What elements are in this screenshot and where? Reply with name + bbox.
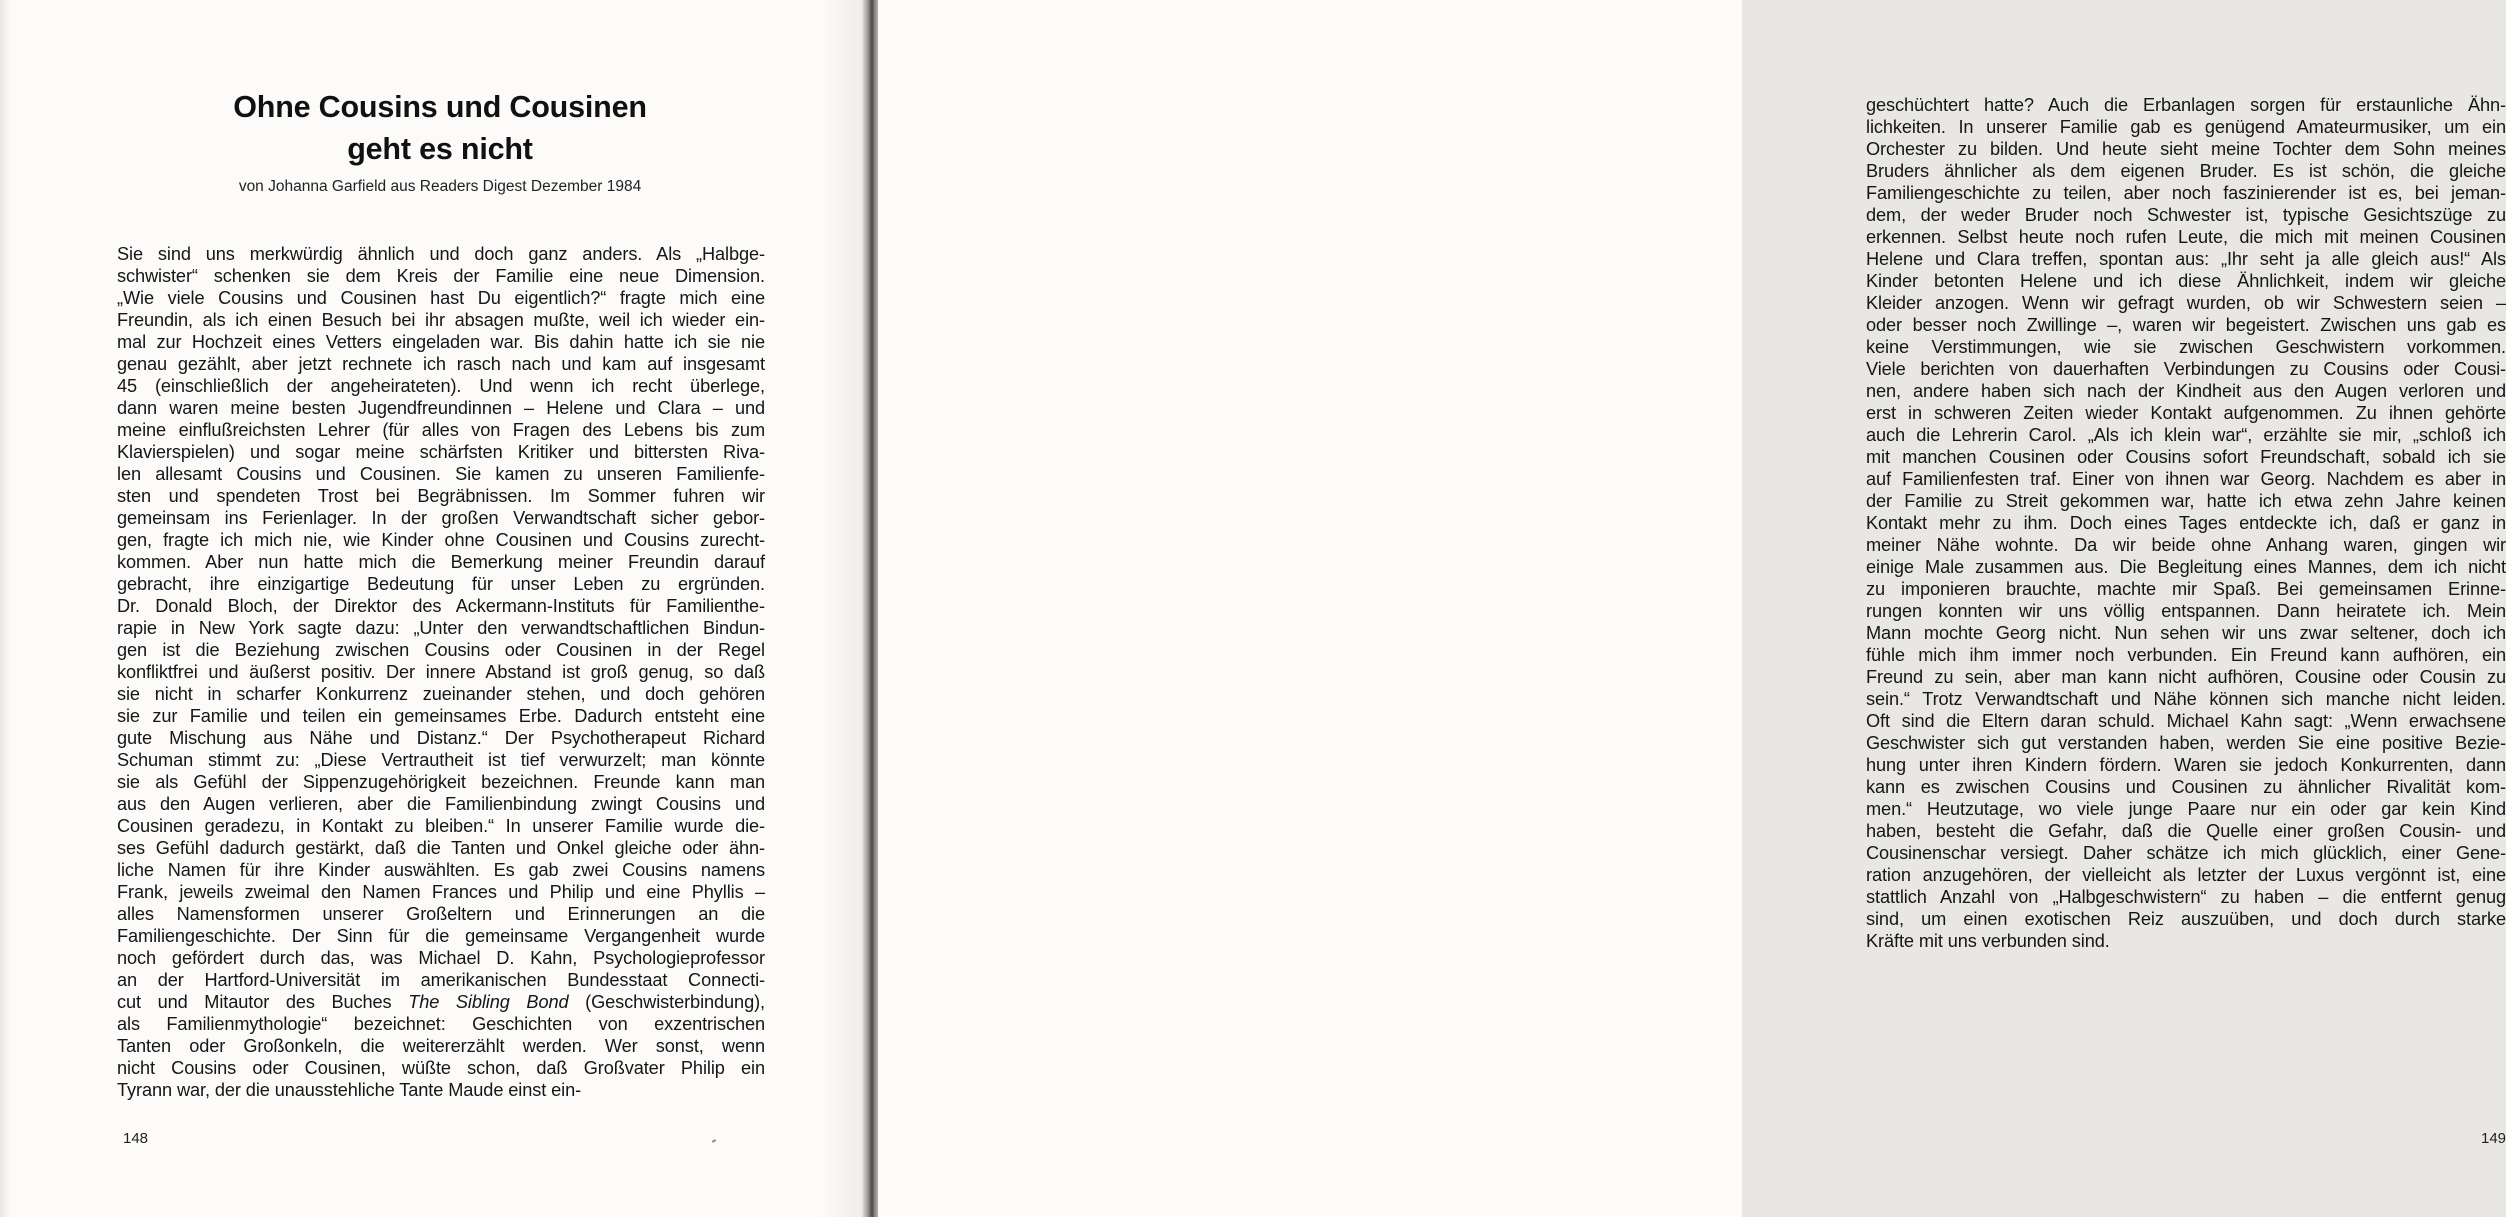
text-line: aus den Augen verlieren, aber die Familienbindung zwingt Cousins und	[117, 794, 765, 814]
book-title-italic: The Sibling Bond	[408, 992, 569, 1012]
right-page	[878, 0, 2506, 1217]
text-line: kommen. Aber nun hatte mich die Bemerkung meiner Freundin darauf	[117, 552, 765, 572]
text-line: lichkeiten. In unserer Familie gab es genügend Amateurmusiker, um ein	[1866, 117, 2506, 137]
text-line: sein.“ Trotz Verwandtschaft und Nähe können sich manche nicht leiden.	[1866, 689, 2506, 709]
text-line: noch gefördert durch das, was Michael D. Kahn, Psychologieprofessor	[117, 948, 765, 968]
text-line: liche Namen für ihre Kinder auswählten. Es gab zwei Cousins namens	[117, 860, 765, 880]
text-line: erst in schweren Zeiten wieder Kontakt aufgenommen. Zu ihnen gehörte	[1866, 403, 2506, 423]
text-line: auch die Lehrerin Carol. „Als ich klein war“, erzählte sie mir, „schloß ich	[1866, 425, 2506, 445]
text-line: Cousinen geradezu, in Kontakt zu bleiben.“ In unserer Familie wurde die-	[117, 816, 765, 836]
paper-speck	[712, 1139, 716, 1143]
text-line: sie als Gefühl der Sippenzugehörigkeit bezeichnen. Freunde kann man	[117, 772, 765, 792]
text-line: ration anzugehören, der vielleicht als letzter der Luxus vergönnt ist, eine	[1866, 865, 2506, 885]
text-line: dann waren meine besten Jugendfreundinnen – Helene und Clara – und	[117, 398, 765, 418]
text-line: stattlich Anzahl von „Halbgeschwistern“ zu haben – die entfernt genug	[1866, 887, 2506, 907]
text-line: Tyrann war, der die unausstehliche Tante Maude einst ein-	[117, 1080, 582, 1100]
text-line: sie nicht in scharfer Konkurrenz zueinander stehen, und doch gehören	[117, 684, 765, 704]
text-line: genau gezählt, aber jetzt rechnete ich rasch nach und kam auf insgesamt	[117, 354, 765, 374]
page-number-left: 148	[123, 1130, 149, 1147]
text-line: gen, fragte ich mich nie, wie Kinder ohne Cousinen und Cousins zurecht-	[117, 530, 765, 550]
text-line: meine einflußreichsten Lehrer (für alles von Fragen des Lebens bis zum	[117, 420, 765, 440]
text-line: gemeinsam ins Ferienlager. In der großen Verwandtschaft sicher gebor-	[117, 508, 765, 528]
text-line: ses Gefühl dadurch gestärkt, daß die Tanten und Onkel gleiche oder ähn-	[117, 838, 765, 858]
text-line: Freundin, als ich einen Besuch bei ihr absagen mußte, weil ich wieder ein-	[117, 310, 765, 330]
text-line: Geschwister sich gut verstanden haben, werden Sie eine positive Bezie-	[1866, 733, 2506, 753]
text-line: Mann mochte Georg nicht. Nun sehen wir uns zwar seltener, doch ich	[1866, 623, 2506, 643]
text-line: als Familienmythologie“ bezeichnet: Geschichten von exzentrischen	[117, 1014, 765, 1034]
text-line: Oft sind die Eltern daran schuld. Michael Kahn sagt: „Wenn erwachsene	[1866, 711, 2506, 731]
text-line: an der Hartford-Universität im amerikanischen Bundesstaat Connecti-	[117, 970, 765, 990]
text-line: mit manchen Cousinen oder Cousins sofort Freundschaft, sobald ich sie	[1866, 447, 2506, 467]
text-line: haben, besteht die Gefahr, daß die Quelle einer großen Cousin- und	[1866, 821, 2506, 841]
text-line: Familiengeschichte. Der Sinn für die gemeinsame Vergangenheit wurde	[117, 926, 765, 946]
text-line: 45 (einschließlich der angeheirateten). Und wenn ich recht überlege,	[117, 376, 765, 396]
text-line: sie zur Familie und teilen ein gemeinsames Erbe. Dadurch entsteht eine	[117, 706, 765, 726]
text-line: Frank, jeweils zweimal den Namen Frances und Philip und eine Phyllis –	[117, 882, 765, 902]
text-line: Kontakt mehr zu ihm. Doch eines Tages entdeckte ich, daß er ganz in	[1866, 513, 2506, 533]
text-line: Dr. Donald Bloch, der Direktor des Ackermann-Instituts für Familienthe-	[117, 596, 765, 616]
text-line: konfliktfrei und äußerst positiv. Der innere Abstand ist groß genug, so daß	[117, 662, 765, 682]
left-body-text	[117, 243, 765, 1101]
text-line: Viele berichten von dauerhaften Verbindungen zu Cousins oder Cousi-	[1866, 359, 2506, 379]
text-line: cut und Mitautor des Buches The Sibling Bond (Geschwisterbindung),	[117, 992, 765, 1012]
text-line: dem, der weder Bruder noch Schwester ist, typische Gesichtszüge zu	[1866, 205, 2506, 225]
text-line: kann es zwischen Cousins und Cousinen zu ähnlicher Rivalität kom-	[1866, 777, 2506, 797]
text-line: „Wie viele Cousins und Cousinen hast Du eigentlich?“ fragte mich eine	[117, 288, 765, 308]
text-line: men.“ Heutzutage, wo viele junge Paare nur ein oder gar kein Kind	[1866, 799, 2506, 819]
right-body-text	[1866, 94, 2506, 952]
text-line: gute Mischung aus Nähe und Distanz.“ Der Psychotherapeut Richard	[117, 728, 765, 748]
text-line: sten und spendeten Trost bei Begräbnissen. Im Sommer fuhren wir	[117, 486, 765, 506]
text-line: Schuman stimmt zu: „Diese Vertrautheit ist tief verwurzelt; man könnte	[117, 750, 765, 770]
text-line: Klavierspielen) und sogar meine schärfsten Kritiker und bittersten Riva-	[117, 442, 765, 462]
page-number-right: 149	[2481, 1130, 2506, 1147]
text-line: sind, um einen exotischen Reiz auszuüben, und doch durch starke	[1866, 909, 2506, 929]
text-line: gebracht, ihre einzigartige Bedeutung für unser Leben zu ergründen.	[117, 574, 765, 594]
text-line: einige Male zusammen aus. Die Begleitung eines Mannes, dem ich nicht	[1866, 557, 2506, 577]
text-line: alles Namensformen unserer Großeltern und Erinnerungen an die	[117, 904, 765, 924]
text-line: Tanten oder Großonkeln, die weitererzählt werden. Wer sonst, wenn	[117, 1036, 765, 1056]
left-page	[0, 0, 868, 1217]
text-line: der Familie zu Streit gekommen war, hatte ich etwa zehn Jahre keinen	[1866, 491, 2506, 511]
text-line: hung unter ihren Kindern fördern. Waren sie jedoch Konkurrenten, dann	[1866, 755, 2506, 775]
text-line: Kinder betonten Helene und ich diese Ähnlichkeit, indem wir gleiche	[1866, 271, 2506, 291]
text-line: Kleider anzogen. Wenn wir gefragt wurden, ob wir Schwestern seien –	[1866, 293, 2506, 313]
article-title-line-2: geht es nicht	[347, 132, 533, 166]
text-line: Sie sind uns merkwürdig ähnlich und doch ganz anders. Als „Halbge-	[117, 244, 765, 264]
text-line: Helene und Clara treffen, spontan aus: „Ihr seht ja alle gleich aus!“ Als	[1866, 249, 2506, 269]
text-line: geschüchtert hatte? Auch die Erbanlagen sorgen für erstaunliche Ähn-	[1866, 95, 2506, 115]
text-line: len allesamt Cousins und Cousinen. Sie kamen zu unseren Familienfe-	[117, 464, 765, 484]
text-line: zu imponieren brauchte, machte mir Spaß. Bei gemeinsamen Erinne-	[1866, 579, 2506, 599]
text-line: oder besser noch Zwillinge –, waren wir begeistert. Zwischen uns gab es	[1866, 315, 2506, 335]
text-line: rungen konnten wir uns völlig entspannen. Dann heiratete ich. Mein	[1866, 601, 2506, 621]
text-line: fühle mich ihm immer noch verbunden. Ein Freund kann aufhören, ein	[1866, 645, 2506, 665]
text-line: rapie in New York sagte dazu: „Unter den verwandtschaftlichen Bindun-	[117, 618, 765, 638]
text-line: meiner Nähe wohnte. Da wir beide ohne Anhang waren, gingen wir	[1866, 535, 2506, 555]
gutter-shade	[820, 0, 866, 1217]
text-line: gen ist die Beziehung zwischen Cousins oder Cousinen in der Regel	[117, 640, 765, 660]
article-title	[120, 86, 760, 170]
text-line: Orchester zu bilden. Und heute sieht meine Tochter dem Sohn meines	[1866, 139, 2506, 159]
text-line: schwister“ schenken sie dem Kreis der Familie eine neue Dimension.	[117, 266, 765, 286]
text-line: nen, andere haben sich nach der Kindheit aus den Augen verloren und	[1866, 381, 2506, 401]
text-line: Cousinenschar versiegt. Daher schätze ich mich glücklich, einer Gene-	[1866, 843, 2506, 863]
text-line: mal zur Hochzeit eines Vetters eingeladen war. Bis dahin hatte ich sie nie	[117, 332, 765, 352]
article-title-line-1: Ohne Cousins und Cousinen	[233, 90, 647, 124]
text-line: Kräfte mit uns verbunden sind.	[1866, 931, 2110, 951]
text-line: Freund zu sein, aber man kann nicht aufhören, Cousine oder Cousin zu	[1866, 667, 2506, 687]
text-line: erkennen. Selbst heute noch rufen Leute, die mich mit meinen Cousinen	[1866, 227, 2506, 247]
text-line: keine Verstimmungen, wie sie zwischen Geschwistern vorkommen.	[1866, 337, 2506, 357]
text-line: nicht Cousins oder Cousinen, wüßte schon, daß Großvater Philip ein	[117, 1058, 765, 1078]
page-edge-shadow	[0, 0, 10, 1217]
text-line: Familiengeschichte zu teilen, aber noch faszinierender ist es, bei jeman-	[1866, 183, 2506, 203]
text-line: Bruders ähnlicher als dem eigenen Bruder. Es ist schön, die gleiche	[1866, 161, 2506, 181]
text-line: auf Familienfesten traf. Einer von ihnen war Georg. Nachdem es aber in	[1866, 469, 2506, 489]
article-byline: von Johanna Garfield aus Readers Digest Dezember 1984	[238, 178, 642, 195]
